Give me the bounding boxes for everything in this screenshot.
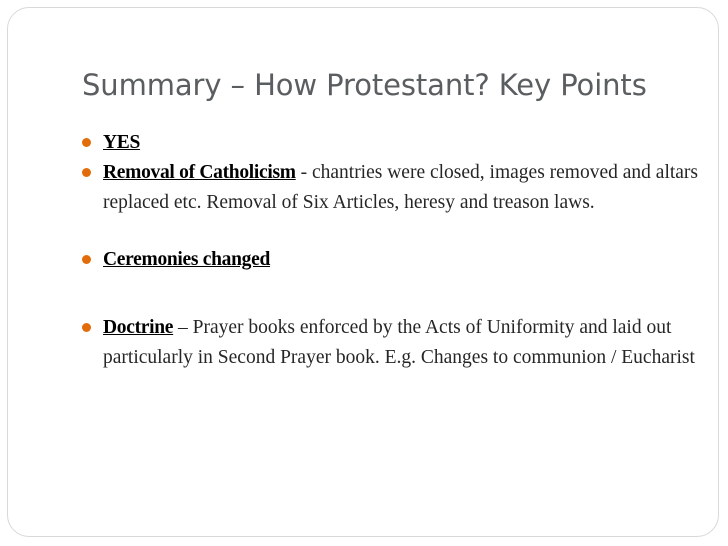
bullet-text: – Prayer books enforced by the Acts of Uniformity and laid out particularly in Second Prayer book. E.g. Changes to communion / Eucharist — [103, 317, 695, 368]
bullet-key: Ceremonies changed — [103, 249, 271, 270]
bullet-key: YES — [103, 132, 141, 153]
bullet-key: Removal of Catholicism — [103, 162, 296, 183]
bullet-list — [80, 128, 705, 373]
bullet-text: - chantries were closed, images removed and altars replaced etc. Removal of Six Articles, heresy and treason laws. — [103, 162, 699, 213]
bullet-dot-icon — [82, 168, 91, 177]
bullet-item-ceremonies — [80, 245, 705, 275]
slide-title: Summary – How Protestant? Key Points — [82, 68, 647, 102]
bullet-dot-icon — [82, 323, 91, 332]
bullet-item-removal — [80, 158, 705, 218]
bullet-dot-icon — [82, 138, 91, 147]
bullet-key: Doctrine — [103, 317, 174, 338]
bullet-dot-icon — [82, 255, 91, 264]
bullet-item-yes — [80, 128, 705, 158]
bullet-item-doctrine — [80, 313, 705, 373]
